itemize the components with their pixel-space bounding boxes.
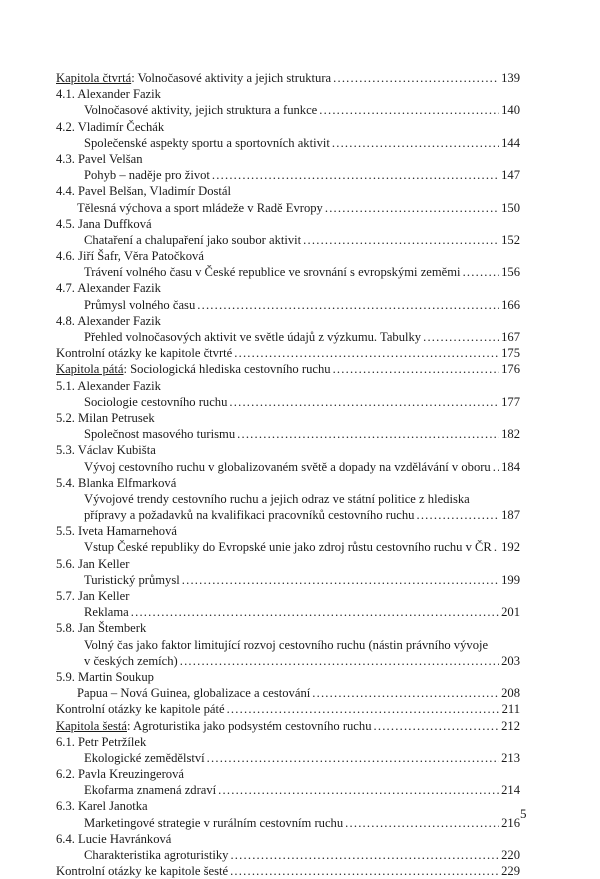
author-name: 5.9. Martin Soukup bbox=[56, 669, 154, 684]
author-name: 6.3. Karel Janotka bbox=[56, 799, 148, 814]
article-title: Průmysl volného času bbox=[84, 297, 196, 312]
toc-article-line bbox=[56, 491, 520, 507]
page-ref: 184 bbox=[501, 459, 520, 474]
dot-leader bbox=[131, 604, 499, 620]
dot-leader bbox=[423, 329, 499, 345]
author-name: 4.7. Alexander Fazik bbox=[56, 281, 161, 296]
dot-leader bbox=[207, 750, 499, 766]
author-name: 5.3. Václav Kubišta bbox=[56, 443, 156, 458]
dot-leader bbox=[227, 701, 500, 717]
author-name: 4.8. Alexander Fazik bbox=[56, 313, 161, 328]
page-ref: 177 bbox=[501, 394, 520, 409]
toc-author-line bbox=[56, 620, 520, 636]
page-ref: 167 bbox=[501, 330, 520, 344]
toc-author-line bbox=[56, 216, 520, 232]
article-title: Reklama bbox=[84, 605, 129, 620]
author-name: 4.6. Jiří Šafr, Věra Patočková bbox=[56, 249, 204, 264]
author-name: 5.7. Jan Keller bbox=[56, 589, 130, 603]
toc-article-line bbox=[56, 135, 520, 151]
article-title: Trávení volného času v České republice ve srovnání s evropskými zeměmi bbox=[84, 265, 461, 280]
chapter-title: : Agroturistika jako podsystém cestovního ruchu bbox=[127, 718, 372, 733]
toc-author-line bbox=[56, 588, 520, 604]
dot-leader bbox=[230, 863, 499, 879]
author-name: 6.4. Lucie Havránková bbox=[56, 831, 172, 846]
page-ref: 139 bbox=[501, 71, 520, 85]
toc-article-line bbox=[56, 604, 520, 620]
toc-author-line bbox=[56, 556, 520, 572]
chapter-title: : Volnočasové aktivity a jejich struktura bbox=[131, 71, 332, 85]
page-ref: 229 bbox=[501, 864, 520, 879]
dot-leader bbox=[218, 782, 499, 798]
toc-author-line bbox=[56, 442, 520, 458]
page-ref: 150 bbox=[501, 200, 520, 215]
dot-leader bbox=[333, 361, 500, 377]
article-title: Pohyb – naděje pro život bbox=[84, 168, 210, 183]
toc-author-line bbox=[56, 523, 520, 539]
article-title: Vstup České republiky do Evropské unie jako zdroj růstu cestovního ruchu v ČR bbox=[84, 540, 492, 555]
dot-leader bbox=[237, 426, 499, 442]
chapter-label: Kapitola pátá bbox=[56, 362, 124, 377]
toc-article-line bbox=[56, 297, 520, 313]
toc-chapter-line bbox=[56, 718, 520, 734]
page-ref: 187 bbox=[501, 508, 520, 523]
page-ref: 175 bbox=[501, 346, 520, 361]
toc-article-line bbox=[56, 653, 520, 669]
article-title: Turistický průmysl bbox=[84, 572, 180, 587]
toc-author-line bbox=[56, 831, 520, 847]
toc-author-line bbox=[56, 119, 520, 135]
article-title: Charakteristika agroturistiky bbox=[84, 848, 229, 862]
author-name: 5.8. Jan Štemberk bbox=[56, 621, 147, 636]
toc-article-line bbox=[56, 507, 520, 523]
toc-chapter-line bbox=[56, 361, 520, 377]
page-ref: 213 bbox=[501, 750, 520, 765]
toc-author-line bbox=[56, 475, 520, 491]
toc-article-line bbox=[56, 102, 520, 118]
toc-article-line bbox=[56, 539, 520, 555]
toc-author-line bbox=[56, 766, 520, 782]
page-ref: 176 bbox=[501, 362, 520, 377]
toc-questions-line bbox=[56, 863, 520, 879]
toc-author-line bbox=[56, 669, 520, 685]
article-title: Tělesná výchova a sport mládeže v Radě Evropy bbox=[77, 200, 323, 215]
article-title: Společnost masového turismu bbox=[84, 427, 236, 442]
toc-author-line bbox=[56, 798, 520, 814]
article-title: Vývoj cestovního ruchu v globalizovaném světě a dopady na vzdělávání v oboru bbox=[84, 459, 491, 474]
page-ref: 212 bbox=[501, 718, 520, 733]
dot-leader bbox=[180, 653, 499, 669]
questions-title: Kontrolní otázky ke kapitole páté bbox=[56, 702, 225, 717]
dot-leader bbox=[312, 685, 499, 701]
dot-leader bbox=[325, 200, 499, 216]
page-ref: 156 bbox=[501, 265, 520, 280]
toc-article-line bbox=[56, 167, 520, 183]
author-name: 5.6. Jan Keller bbox=[56, 556, 130, 571]
dot-leader bbox=[333, 70, 499, 86]
dot-leader bbox=[374, 718, 500, 734]
toc-article-line bbox=[56, 815, 520, 831]
dot-leader bbox=[319, 102, 499, 118]
table-of-contents bbox=[56, 70, 520, 879]
article-title: Sociologie cestovního ruchu bbox=[84, 394, 228, 409]
toc-article-line bbox=[56, 200, 520, 216]
dot-leader bbox=[212, 167, 499, 183]
toc-article-line bbox=[56, 459, 520, 475]
page-ref: 201 bbox=[501, 605, 520, 620]
dot-leader bbox=[332, 135, 499, 151]
article-title: Ekofarma znamená zdraví bbox=[84, 783, 217, 798]
dot-leader bbox=[345, 815, 499, 831]
article-title: Volný čas jako faktor limitující rozvoj cestovního ruchu (nástin právního vývoje bbox=[84, 637, 489, 652]
toc-article-line bbox=[56, 782, 520, 798]
article-title: Společenské aspekty sportu a sportovních aktivit bbox=[84, 135, 330, 150]
article-title: Chataření a chalupaření jako soubor aktivit bbox=[84, 232, 302, 247]
page-ref: 214 bbox=[501, 783, 520, 798]
page-ref: 208 bbox=[501, 686, 520, 701]
page-ref: 211 bbox=[501, 702, 520, 717]
toc-article-line bbox=[56, 685, 520, 701]
toc-author-line bbox=[56, 248, 520, 264]
dot-leader bbox=[182, 572, 499, 588]
toc-author-line bbox=[56, 151, 520, 167]
chapter-heading bbox=[56, 70, 331, 86]
author-name: 5.2. Milan Petrusek bbox=[56, 410, 155, 425]
toc-article-line bbox=[56, 264, 520, 280]
page-ref: 140 bbox=[501, 103, 520, 118]
author-name: 4.3. Pavel Velšan bbox=[56, 151, 143, 166]
chapter-label: Kapitola šestá bbox=[56, 718, 127, 733]
author-name: 5.4. Blanka Elfmarková bbox=[56, 475, 177, 490]
dot-leader bbox=[229, 394, 499, 410]
toc-article-line bbox=[56, 637, 520, 653]
chapter-heading bbox=[56, 361, 331, 377]
toc-questions-line bbox=[56, 345, 520, 361]
chapter-heading bbox=[56, 718, 372, 734]
author-name: 4.2. Vladimír Čechák bbox=[56, 119, 165, 134]
article-title: Marketingové strategie v rurálním cestovním ruchu bbox=[84, 815, 344, 830]
dot-leader bbox=[463, 264, 500, 280]
page-ref: 166 bbox=[501, 297, 520, 312]
toc-author-line bbox=[56, 280, 520, 296]
questions-title: Kontrolní otázky ke kapitole šesté bbox=[56, 864, 229, 879]
page-ref: 220 bbox=[501, 848, 520, 862]
article-title: v českých zemích) bbox=[84, 653, 178, 668]
dot-leader bbox=[234, 345, 499, 361]
dot-leader bbox=[493, 459, 499, 475]
toc-author-line bbox=[56, 378, 520, 394]
toc-author-line bbox=[56, 86, 520, 102]
toc-article-line bbox=[56, 232, 520, 248]
author-name: 4.4. Pavel Belšan, Vladimír Dostál bbox=[56, 184, 232, 199]
author-name: 5.1. Alexander Fazik bbox=[56, 378, 161, 393]
toc-article-line bbox=[56, 426, 520, 442]
dot-leader bbox=[416, 507, 499, 523]
chapter-title: : Sociologická hlediska cestovního ruchu bbox=[123, 362, 331, 377]
page-ref: 147 bbox=[501, 168, 520, 183]
toc-author-line bbox=[56, 313, 520, 329]
article-title: Ekologické zemědělství bbox=[84, 750, 205, 765]
questions-title: Kontrolní otázky ke kapitole čtvrté bbox=[56, 346, 233, 361]
page-ref: 144 bbox=[501, 135, 520, 150]
toc-chapter-line bbox=[56, 70, 520, 86]
author-name: 4.5. Jana Duffková bbox=[56, 216, 152, 231]
page-number: 5 bbox=[520, 806, 527, 821]
article-title: Přehled volnočasových aktivit ve světle údajů z výzkumu. Tabulky bbox=[84, 330, 422, 344]
toc-article-line bbox=[56, 572, 520, 588]
author-name: 4.1. Alexander Fazik bbox=[56, 87, 161, 102]
dot-leader bbox=[303, 232, 499, 248]
dot-leader bbox=[494, 539, 499, 555]
toc-author-line bbox=[56, 410, 520, 426]
author-name: 6.2. Pavla Kreuzingerová bbox=[56, 767, 184, 782]
article-title: Vývojové trendy cestovního ruchu a jejich odraz ve státní politice z hlediska bbox=[84, 491, 470, 506]
author-name: 6.1. Petr Petržílek bbox=[56, 734, 147, 749]
page-ref: 199 bbox=[501, 572, 520, 587]
article-title: přípravy a požadavků na kvalifikaci pracovníků cestovního ruchu bbox=[84, 508, 415, 523]
page-ref: 182 bbox=[501, 427, 520, 442]
page-ref: 216 bbox=[501, 815, 520, 830]
author-name: 5.5. Iveta Hamarneh​ová bbox=[56, 524, 177, 539]
toc-article-line bbox=[56, 329, 520, 345]
page-ref: 152 bbox=[501, 232, 520, 247]
dot-leader bbox=[197, 297, 499, 313]
article-title: Papua – Nová Guinea, globalizace a cestování bbox=[77, 686, 311, 701]
toc-article-line bbox=[56, 394, 520, 410]
article-title: Volnočasové aktivity, jejich struktura a funkce bbox=[84, 103, 318, 118]
toc-author-line bbox=[56, 734, 520, 750]
toc-article-line bbox=[56, 750, 520, 766]
page-ref: 192 bbox=[501, 540, 520, 555]
page-ref: 203 bbox=[501, 653, 520, 668]
chapter-label: Kapitola čtvrtá bbox=[56, 71, 132, 85]
toc-questions-line bbox=[56, 701, 520, 717]
toc-author-line bbox=[56, 183, 520, 199]
